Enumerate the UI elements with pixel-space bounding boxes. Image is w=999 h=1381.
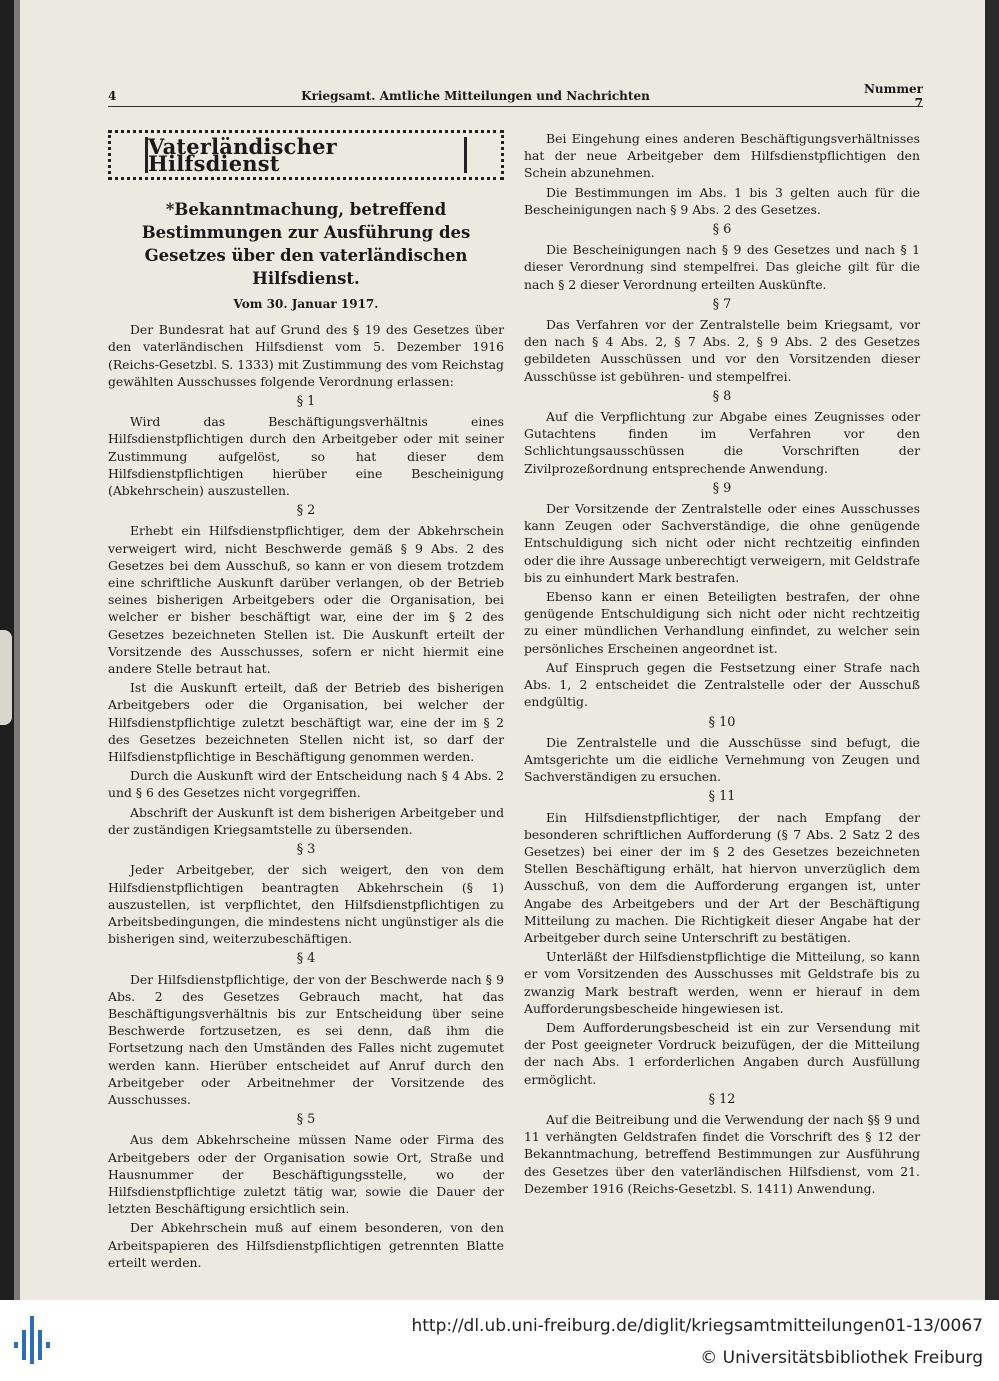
paragraph: Ein Hilfsdienstpflichtiger, der nach Empfang der besonderen schriftlichen Aufforderung (§ 7 Abs. 2 Satz 2 des Gesetzes) bei einer der im § 2 des Gesetzes bezeichneten Stellen Beschäftigung erhält, hat hiervon unverzüglich dem Ausschuß, von dem die Aufforderung ergangen ist, unter Angabe des Arbeitgebers und der Art der Beschäftigung Mitteilung zu machen. Die Richtigkeit dieser Angabe hat der Arbeitgeber durch seine Unterschrift zu bestätigen. [524, 809, 920, 945]
paragraph: Der Vorsitzende der Zentralstelle oder eines Ausschusses kann Zeugen oder Sachverständige, die ohne genügende Entschuldigung sich nicht oder nicht rechtzeitig einfinden oder die ihre Aussage unberechtigt verweigern, mit Geldstrafe bis zu einhundert Mark bestrafen. [524, 501, 920, 585]
section-heading: § 8 [712, 388, 732, 404]
paragraph: Auf die Verpflichtung zur Abgabe eines Zeugnisses oder Gutachtens finden im Verfahren vor den Schlichtungsausschüssen die Vorschriften der Zivilprozeßordnung entsprechende Anwendung. [524, 409, 920, 476]
paragraph: Der Hilfsdienstpflichtige, der von der Beschwerde nach § 9 Abs. 2 des Gesetzes Gebrauch macht, hat das Beschäftigungsverhältnis bis zur Entscheidung über seine Beschwerde fortzusetzen, es sei denn, daß ihm die Fortsetzung nach den Umständen des Falles nicht zugemutet werden kann. Hierüber entscheidet auf Anruf durch den Arbeitgeber oder Arbeitnehmer der Vorsitzende des Ausschusses. [108, 971, 504, 1107]
binding-shadow [14, 0, 20, 1300]
header-title: Kriegsamt. Amtliche Mitteilungen und Nachrichten [301, 89, 650, 103]
left-column [108, 130, 504, 1273]
paragraph: Erhebt ein Hilfsdienstpflichtiger, dem der Abkehrschein verweigert wird, nicht Beschwerde gemäß § 9 Abs. 2 des Gesetzes bei dem Ausschuß, so kann er von diesem trotzdem eine schriftliche Auskunft darüber verlangen, ob der Betrieb seines bisherigen Arbeitgebers oder die Organisation, bei welcher er bisher beschäftigt war, eine der im § 2 des Gesetzes bezeichneten Stellen ist. Die Auskunft erteilt der Vorsitzende des Ausschusses, sofern er nicht hiermit eine andere Stelle betraut hat. [108, 523, 504, 677]
paragraph: Aus dem Abkehrscheine müssen Name oder Firma des Arbeitgebers oder der Organisation sowie Ort, Straße und Hausnummer der Beschäftigungsstelle, wo der Hilfsdienstpflichtige zuletzt tätig war, sowie die Dauer der letzten Beschäftigung ersichtlich sein. [108, 1132, 504, 1217]
binding-edge-right [985, 0, 999, 1300]
right-column [524, 130, 920, 1199]
paragraph: Bei Eingehung eines anderen Beschäftigungsverhältnisses hat der neue Arbeitgeber dem Hilfsdienstpflichtigen den Schein abzunehmen. [524, 131, 920, 181]
section-heading: § 1 [296, 394, 316, 410]
article-heading: *Bekanntmachung, betreffend Bestimmungen zur Ausführung des Gesetzes über den vaterländischen Hilfsdienst. [141, 200, 471, 288]
paragraph: Durch die Auskunft wird der Entscheidung nach § 4 Abs. 2 und § 6 des Gesetzes nicht vorgegriffen. [108, 768, 504, 801]
ub-freiburg-logo-icon[interactable] [14, 1316, 50, 1364]
section-heading: § 3 [296, 842, 316, 858]
paragraph: Das Verfahren vor der Zentralstelle beim Kriegsamt, vor den nach § 4 Abs. 2, § 7 Abs. 2, § 9 Abs. 2 des Gesetzes gebildeten Ausschüssen und vor den Vorsitzenden dieser Ausschüsse ist gebühren- und stempelfrei. [524, 317, 920, 384]
section-heading: § 2 [296, 503, 316, 519]
paragraph: Unterläßt der Hilfsdienstpflichtige die Mitteilung, so kann er vom Vorsitzenden des Ausschusses mit Geldstrafe bis zu zwanzig Mark bestraft werden, wenn er hierauf in dem Aufforderungsbescheide hingewiesen ist. [524, 949, 920, 1016]
issue-number: Nummer 7 [863, 82, 923, 110]
paragraph: Wird das Beschäftigungsverhältnis eines Hilfsdienstpflichtigen durch den Arbeitgeber oder mit seiner Zustimmung aufgelöst, so hat dieser dem Hilfsdienstpflichtigen hierüber eine Bescheinigung (Abkehrschein) auszustellen. [108, 414, 504, 499]
running-header [108, 82, 923, 110]
intro-paragraph: Der Bundesrat hat auf Grund des § 19 des Gesetzes über den vaterländischen Hilfsdienst vom 5. Dezember 1916 (Reichs-Gesetzbl. S. 1333) mit Zustimmung des vom Reichstag gewählten Ausschusses folgende Verordnung erlassen: [108, 322, 504, 389]
section-heading: § 9 [712, 480, 732, 496]
copyright-notice: © Universitätsbibliothek Freiburg [700, 1348, 983, 1368]
section-heading: § 5 [296, 1112, 316, 1128]
viewer-footer [0, 1300, 999, 1381]
section-heading: § 11 [708, 789, 736, 805]
paragraph: Die Bestimmungen im Abs. 1 bis 3 gelten auch für die Bescheinigungen nach § 9 Abs. 2 des Gesetzes. [524, 184, 920, 217]
section-heading: § 12 [708, 1091, 736, 1107]
paragraph: Ebenso kann er einen Beteiligten bestrafen, der ohne genügende Entschuldigung sich nicht oder nicht rechtzeitig zu einer mündlichen Verhandlung einfindet, zu welcher sein persönliches Erscheinen angeordnet ist. [524, 589, 920, 656]
paragraph: Die Zentralstelle und die Ausschüsse sind befugt, die Amtsgerichte um die eidliche Vernehmung von Zeugen und Sachverständigen zu ersuchen. [524, 734, 920, 785]
paragraph: Die Bescheinigungen nach § 9 des Gesetzes und nach § 1 dieser Verordnung sind stempelfrei. Das gleiche gilt für die nach § 2 dieser Verordnung erteilten Auskünfte. [524, 242, 920, 292]
paragraph: Jeder Arbeitgeber, der sich weigert, den von dem Hilfsdienstpflichtigen beantragten Abkehrschein (§ 1) auszustellen, ist verpflichtet, den Hilfsdienstpflichtigen zu Arbeitsbedingungen, die mindestens nicht ungünstiger als die bisherigen sind, weiterzubeschäftigen. [108, 862, 504, 947]
paragraph: Auf die Beitreibung und die Verwendung der nach §§ 9 und 11 verhängten Geldstrafen findet die Vorschrift des § 12 der Bekanntmachung, betreffend Bestimmungen zur Ausführung des Gesetzes über den vaterländischen Hilfsdienst, vom 21. Dezember 1916 (Reichs-Gesetzbl. S. 1411) Anwendung. [524, 1111, 920, 1196]
paragraph: Dem Aufforderungsbescheid ist ein zur Versendung mit der Post geeigneter Vordruck beizufügen, der die Mitteilung der nach Abs. 1 erforderlichen Angaben durch Ausfüllung ermöglicht. [524, 1019, 920, 1087]
section-heading: § 4 [296, 951, 316, 967]
section-heading: § 6 [712, 222, 732, 238]
paragraph: Ist die Auskunft erteilt, daß der Betrieb des bisherigen Arbeitgebers oder die Organisation, bei welcher der Hilfsdienstpflichtige zuletzt beschäftigt war, eine der im § 2 des Gesetzes bezeichneten Stellen nicht ist, so darf der Hilfsdienstpflichtige in Beschäftigung genommen werden. [108, 680, 504, 765]
paragraph: Der Abkehrschein muß auf einem besonderen, von den Arbeitspapieren des Hilfsdienstpflichtigen getrennten Blatte erteilt werden. [108, 1220, 504, 1270]
section-heading: § 10 [708, 714, 736, 730]
page-number: 4 [108, 89, 117, 103]
section-heading: § 7 [712, 296, 732, 312]
paragraph: Abschrift der Auskunft ist dem bisherigen Arbeitgeber und der zuständigen Kriegsamtstelle zu übersenden. [108, 804, 504, 837]
permalink[interactable]: http://dl.ub.uni-freiburg.de/diglit/kriegsamtmitteilungen01-13/0067 [411, 1316, 983, 1336]
page-tab-notch [0, 630, 12, 725]
paragraph: Auf Einspruch gegen die Festsetzung einer Strafe nach Abs. 1, 2 entscheidet die Zentralstelle oder der Ausschuß endgültig. [524, 659, 920, 710]
article-date: Vom 30. Januar 1917. [233, 297, 379, 311]
title-box [108, 130, 504, 180]
box-title: Vaterländischer Hilfsdienst [145, 137, 467, 173]
